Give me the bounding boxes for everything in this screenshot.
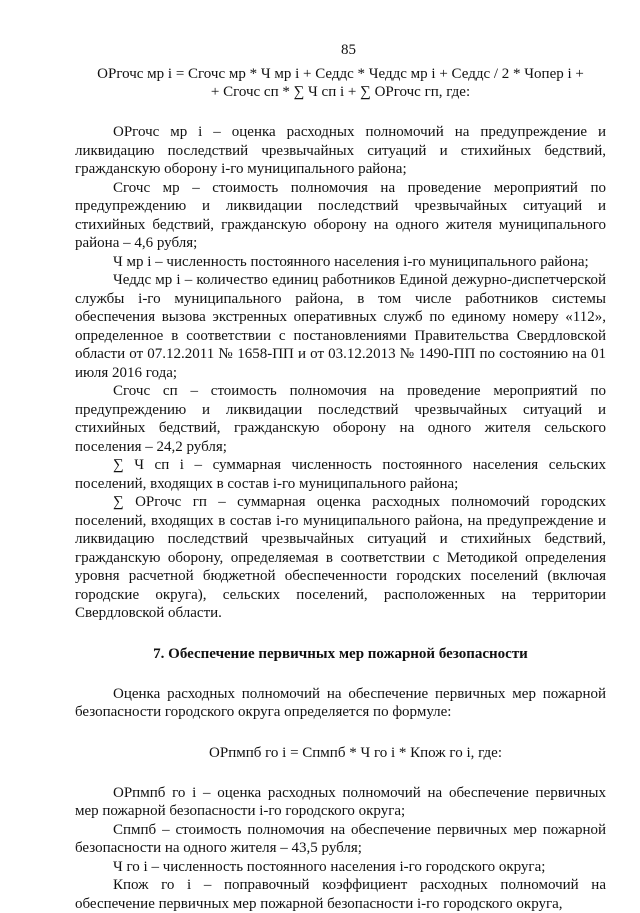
section-heading: 7. Обеспечение первичных мер пожарной безопасности	[75, 645, 606, 663]
definition-paragraph: Ч мр i – численность постоянного населения i-го муниципального района;	[75, 253, 606, 272]
formula-block-1	[75, 65, 606, 101]
definition-paragraph: ∑ Ч сп i – суммарная численность постоянного населения сельских поселений, входящих в состав i-го муниципального района;	[75, 456, 606, 493]
definitions-list-1	[75, 123, 606, 623]
page-number: 85	[75, 42, 606, 59]
definition-paragraph: Сгочс сп – стоимость полномочия на проведение мероприятий по предупреждению и ликвидации последствий чрезвычайных ситуаций и стихийных бедствий, гражданскую оборону на одного жителя сельского поселения – 24,2 рубля;	[75, 382, 606, 456]
formula-1-line-1: ОРгочс мр i = Сгочс мр * Ч мр i + Седдс * Чеддс мр i + Седдс / 2 * Чопер i +	[75, 65, 606, 83]
definition-paragraph: ОРгочс мр i – оценка расходных полномочий на предупреждение и ликвидацию последствий чрезвычайных ситуаций и стихийных бедствий, гражданскую оборону i-го муниципального района;	[75, 123, 606, 179]
definition-paragraph: Ч го i – численность постоянного населения i-го городского округа;	[75, 858, 606, 877]
formula-2: ОРпмпб го i = Спмпб * Ч го i * Кпож го i, где:	[75, 744, 606, 762]
definition-paragraph: Сгочс мр – стоимость полномочия на проведение мероприятий по предупреждению и ликвидации последствий чрезвычайных ситуаций и стихийных бедствий, гражданскую оборону на одного жителя муниципального района – 4,6 рубля;	[75, 179, 606, 253]
definition-paragraph: ∑ ОРгочс гп – суммарная оценка расходных полномочий городских поселений, входящих в состав i-го муниципального района, на предупреждение и ликвидацию последствий чрезвычайных ситуаций и стихийных бедствий, гражданскую оборону, определяемая в соответствии с Методикой определения уровня расчетной бюджетной обеспеченности городских поселений (включая городские округа), сельских поселений, расположенных на территории Свердловской области.	[75, 493, 606, 623]
definition-paragraph: Спмпб – стоимость полномочия на обеспечение первичных мер пожарной безопасности на одного жителя – 43,5 рубля;	[75, 821, 606, 858]
definition-paragraph: Кпож го i – поправочный коэффициент расходных полномочий на обеспечение первичных мер пожарной безопасности i-го городского округа,	[75, 876, 606, 913]
definitions-list-2	[75, 784, 606, 913]
intro-paragraph: Оценка расходных полномочий на обеспечение первичных мер пожарной безопасности городского округа определяется по формуле:	[75, 685, 606, 722]
definition-paragraph: Чеддс мр i – количество единиц работников Единой дежурно-диспетчерской службы i-го муниципального района, в том числе работников системы обеспечения вызова экстренных оперативных служб по единому номеру «112», определенное в соответствии с постановлениями Правительства Свердловской области от 07.12.2011 № 1658-ПП и от 03.12.2013 № 1490-ПП по состоянию на 01 июля 2016 года;	[75, 271, 606, 382]
definition-paragraph: ОРпмпб го i – оценка расходных полномочий на обеспечение первичных мер пожарной безопасности i-го городского округа;	[75, 784, 606, 821]
formula-1-line-2: + Сгочс сп * ∑ Ч сп i + ∑ ОРгочс гп, где:	[75, 83, 606, 101]
